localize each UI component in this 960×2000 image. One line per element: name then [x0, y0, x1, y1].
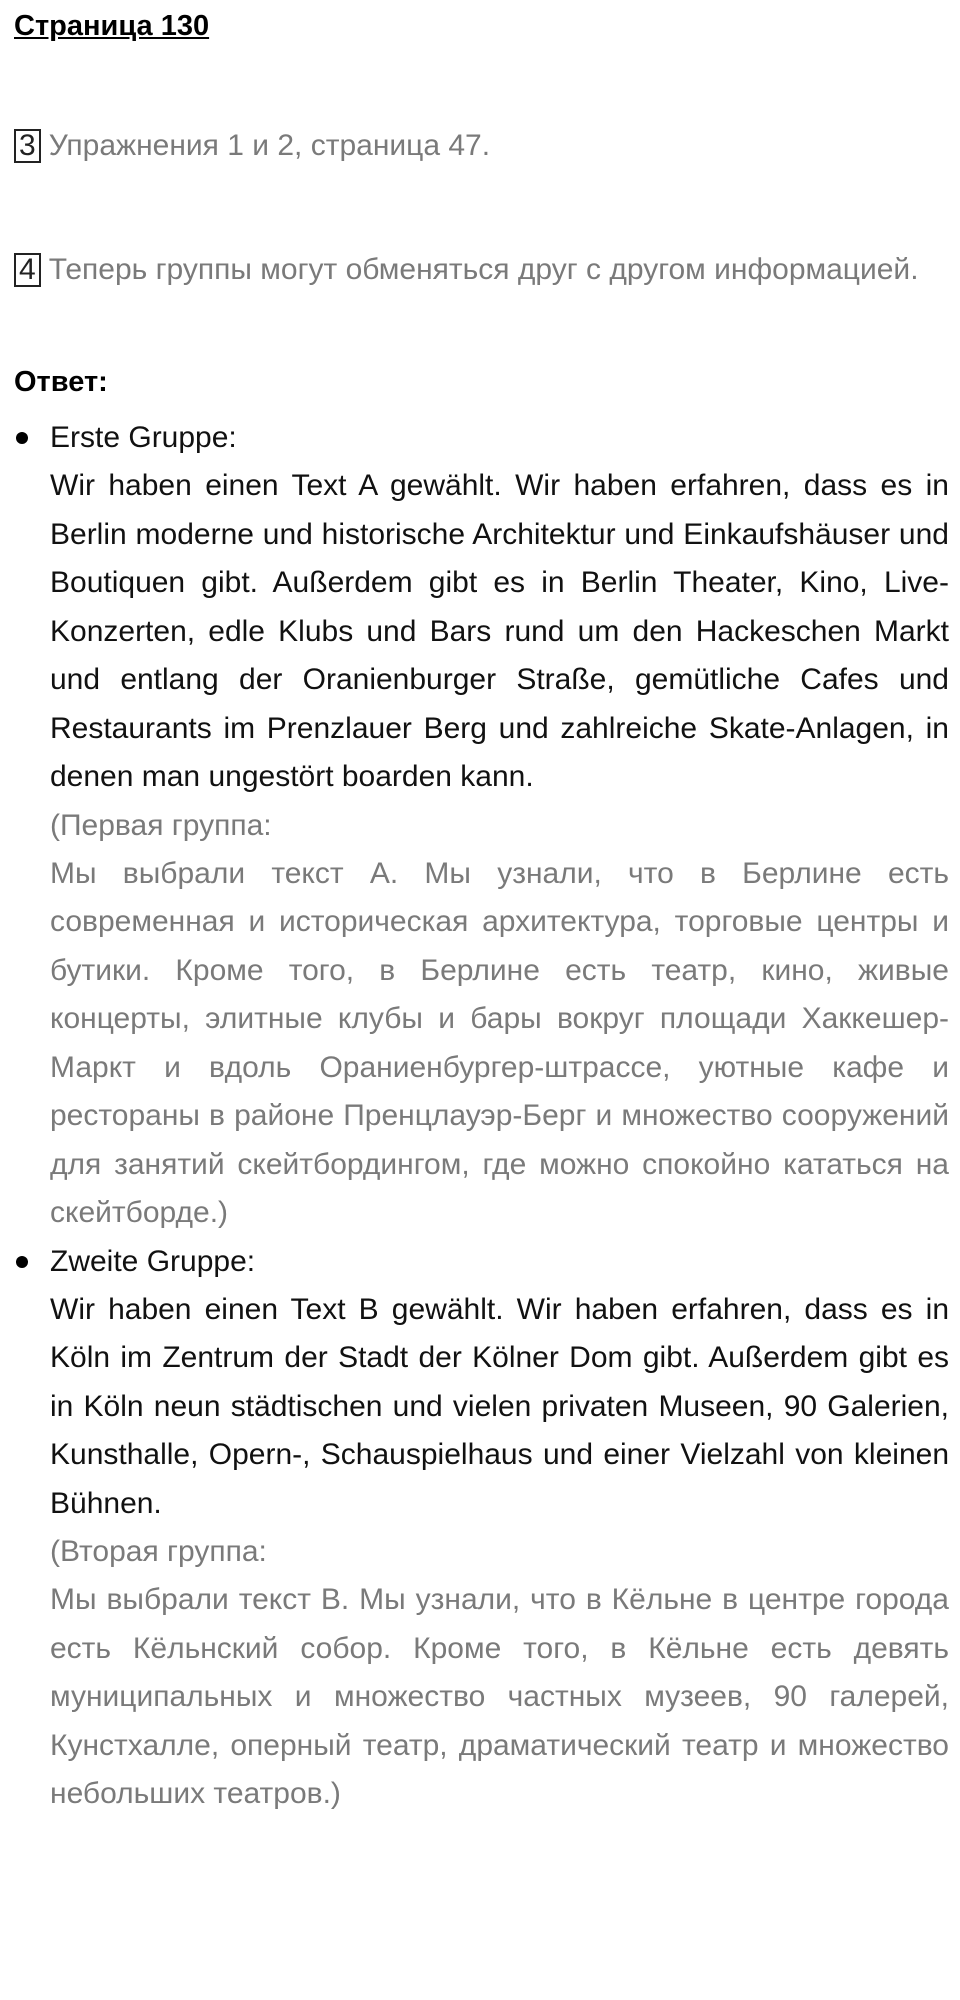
group-label-russian: (Первая группа:	[50, 808, 272, 842]
group-text-russian: Мы выбрали текст А. Мы узнали, что в Берлине есть современная и историческая архитектура, торговые центры и бутики. Кроме того, в Берлине есть театр, кино, живые концерты, элитные клубы и бары вокруг площади Хаккешер-Маркт и вдоль Ораниенбургер-штрассе, уютные кафе и рестораны в районе Пренцлауэр-Берг и множество сооружений для занятий скейтбордингом, где можно спокойно кататься на скейтборде.)	[50, 856, 949, 1229]
bullet-icon	[16, 1256, 28, 1268]
task-number-box: 4	[14, 253, 41, 287]
group-text-german: Wir haben einen Text A gewählt. Wir haben erfahren, dass es in Berlin moderne und historische Architektur und Einkaufshäuser und Boutiquen gibt. Außerdem gibt es in Berlin Theater, Kino, Live-Konzerten, edle Klubs und Bars rund um den Hackeschen Markt und entlang der Oranienburger Straße, gemütliche Cafes und Restaurants im Prenzlauer Berg und zahlreiche Skate-Anlagen, in denen man ungestört boarden kann.	[50, 469, 949, 793]
task-text: Теперь группы могут обменяться друг с другом информацией.	[48, 253, 919, 286]
page-title: Страница 130	[14, 10, 210, 42]
task-number-box: 3	[14, 129, 41, 163]
task-3	[14, 122, 949, 170]
list-item-first-group	[14, 414, 949, 1238]
group-text-russian: Мы выбрали текст В. Мы узнали, что в Кёльне в центре города есть Кёльнский собор. Кроме того, в Кёльне есть девять муниципальных и множество частных музеев, 90 галерей, Кунстхалле, оперный театр, драматический театр и множество небольших театров.)	[50, 1583, 949, 1810]
bullet-icon	[16, 432, 28, 444]
answer-list	[14, 414, 949, 1819]
group-text-german: Wir haben einen Text B gewählt. Wir haben erfahren, dass es in Köln im Zentrum der Stadt der Kölner Dom gibt. Außerdem gibt es in Köln neun städtischen und vielen privaten Museen, 90 Galerien, Kunsthalle, Opern-, Schauspielhaus und einer Vielzahl von kleinen Bühnen.	[50, 1292, 949, 1520]
task-text: Упражнения 1 и 2, страница 47.	[48, 129, 491, 162]
group-label-russian: (Вторая группа:	[50, 1535, 267, 1568]
group-label: Erste Gruppe:	[50, 421, 237, 454]
list-item-second-group	[14, 1238, 949, 1819]
group-label: Zweite Gruppe:	[50, 1244, 256, 1278]
answer-label: Ответ:	[14, 366, 108, 398]
task-4	[14, 246, 949, 294]
